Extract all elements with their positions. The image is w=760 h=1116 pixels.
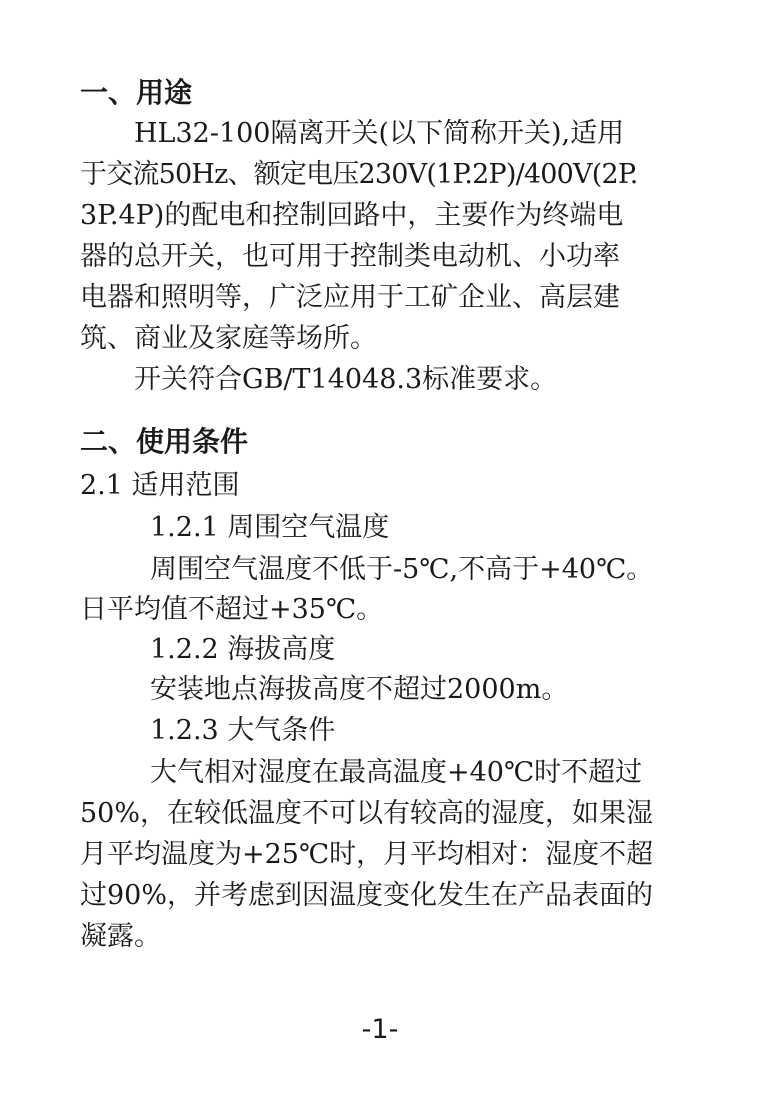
section-1-para-1-line-4: 器的总开关，也可用于控制类电动机、小功率 [80, 241, 620, 272]
section-1-para-1-line-3: 3P.4P)的配电和控制回路中，主要作为终端电 [80, 200, 624, 231]
item-1-2-3-line-4: 过90%，并考虑到因温度变化发生在产品表面的 [80, 880, 654, 911]
subsection-2-1-title: 2.1 适用范围 [80, 470, 240, 501]
section-1-heading: 一、用途 [80, 76, 193, 109]
page-number: -1- [361, 1014, 399, 1045]
item-1-2-2-title: 1.2.2 海拔高度 [150, 634, 336, 665]
item-1-2-2-line-1: 安装地点海拔高度不超过2000m。 [150, 674, 569, 705]
section-2-heading: 二、使用条件 [80, 425, 249, 458]
item-1-2-3-line-3: 月平均温度为+25℃时，月平均相对：湿度不超 [80, 839, 654, 870]
section-1-para-2: 开关符合GB/T14048.3标准要求。 [134, 364, 558, 395]
item-1-2-3-line-5: 凝露。 [80, 921, 161, 952]
item-1-2-1-line-1: 周围空气温度不低于-5℃,不高于+40℃。 [150, 554, 654, 585]
section-1-para-1-line-1: HL32-100隔离开关(以下简称开关),适用 [134, 118, 625, 149]
item-1-2-3-line-2: 50%，在较低温度不可以有较高的湿度，如果湿 [80, 798, 654, 829]
section-1-para-1-line-2: 于交流50Hz、额定电压230V(1P.2P)/400V(2P. [80, 159, 638, 190]
item-1-2-3-title: 1.2.3 大气条件 [150, 715, 336, 746]
section-1-para-1-line-6: 筑、商业及家庭等场所。 [80, 323, 377, 354]
item-1-2-1-line-2: 日平均值不超过+35℃。 [80, 594, 384, 625]
item-1-2-1-title: 1.2.1 周围空气温度 [150, 512, 390, 543]
section-1-para-1-line-5: 电器和照明等，广泛应用于工矿企业、高层建 [80, 282, 620, 313]
item-1-2-3-line-1: 大气相对湿度在最高温度+40℃时不超过 [150, 757, 643, 788]
